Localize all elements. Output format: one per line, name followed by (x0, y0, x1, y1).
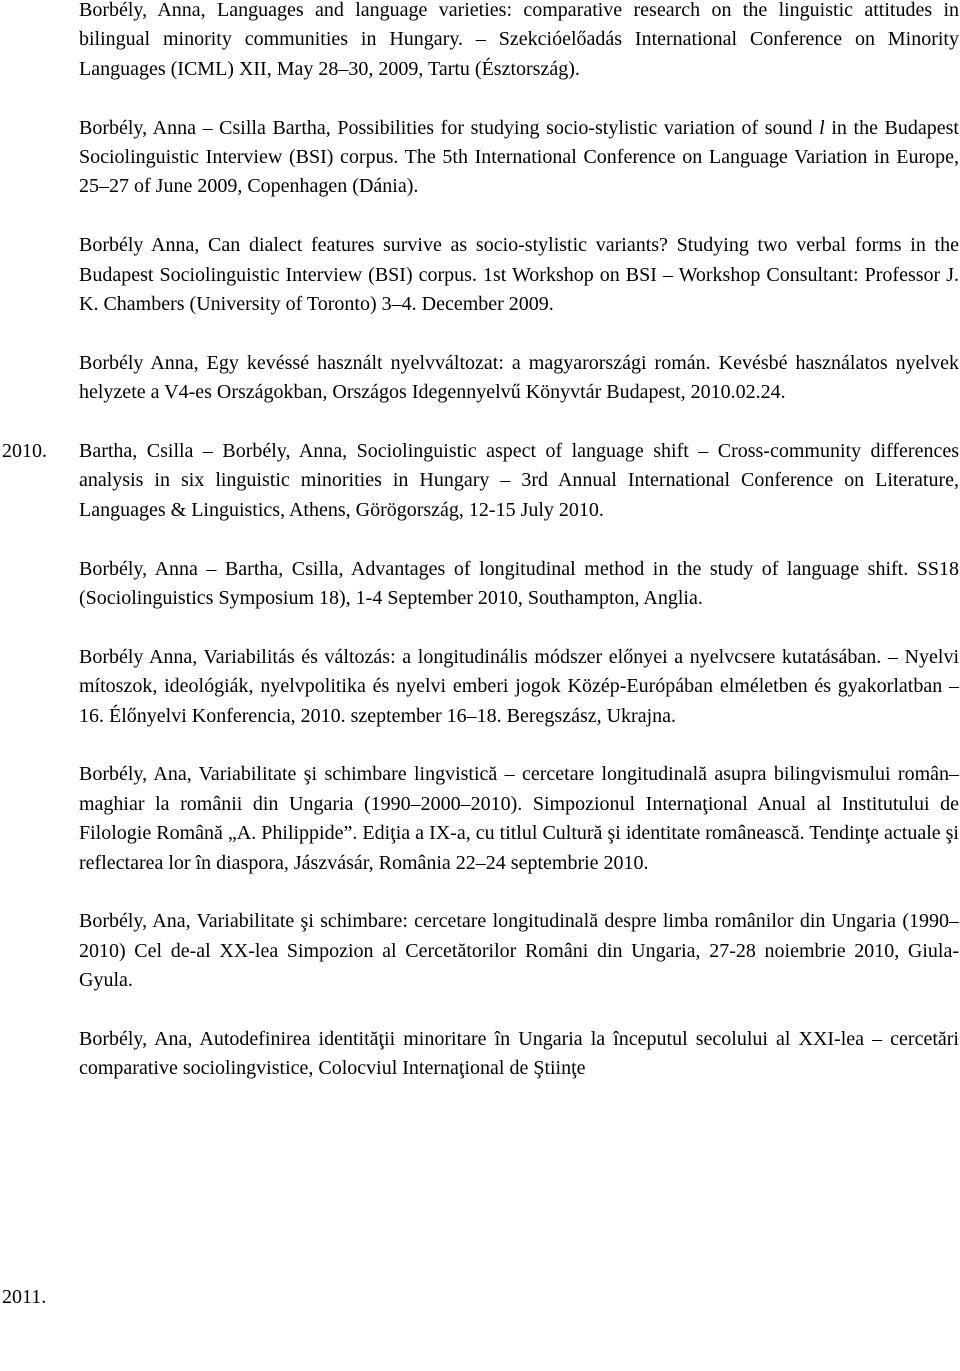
year-heading-2011: 2011. (2, 1286, 47, 1308)
year-heading-2010: 2010. (2, 440, 47, 462)
list-item: Borbély, Anna – Bartha, Csilla, Advantages of longitudinal method in the study of language shift. SS18 (Sociolinguistics Symposium 18), 1-4 September 2010, Southampton, Anglia. (79, 557, 959, 610)
list-item: Borbély, Ana, Variabilitate şi schimbare: cercetare longitudinală despre limba românilor din Ungaria (1990–2010) Cel de-al XX-lea Simpozion al Cercetătorilor Români din Ungaria, 27-28 noiembrie 2010, Giula-Gyula. (79, 910, 959, 992)
entry-text-after: in the Budapest Sociolinguistic Interview (BSI) corpus. The 5th International Conference on Language Variation in Europe, 25–27 of June 2009, Copenhagen (Dánia). (79, 116, 959, 198)
list-item (79, 114, 959, 202)
publication-list (79, 0, 959, 1113)
list-item: Borbély Anna, Can dialect features survive as socio-stylistic variants? Studying two verbal forms in the Budapest Sociolinguistic Interview (BSI) corpus. 1st Workshop on BSI – Workshop Consultant: Professor J. K. Chambers (University of Toronto) 3–4. December 2009. (79, 234, 959, 316)
list-item: Borbély, Ana, Autodefinirea identităţii minoritare în Ungaria la începutul secolului al XXI-lea – cercetări comparative sociolingvistice, Colocviul Internaţional de Ştiinţe (79, 1028, 959, 1080)
entry-text-before: Borbély, Anna – Csilla Bartha, Possibilities for studying socio-stylistic variation of sound (79, 116, 820, 139)
list-item: Borbély, Ana, Variabilitate şi schimbare lingvistică – cercetare longitudinală asupra bilingvismului român–maghiar la românii din Ungaria (1990–2000–2010). Simpozionul Internaţional Anual al Institutului de Filologie Română „A. Philippide”. Ediţia a IX-a, cu titlul Cultură şi identitate românească. Tendinţe actuale şi reflectarea lor în diaspora, Jászvásár, România 22–24 septembrie 2010. (79, 763, 959, 874)
list-item: Borbély, Anna, Languages and language varieties: comparative research on the linguistic attitudes in bilingual minority communities in Hungary. – Szekcióelőadás International Conference on Minority Languages (ICML) XII, May 28–30, 2009, Tartu (Észtország). (79, 0, 959, 80)
entry-text-italic: l (819, 116, 825, 139)
list-item: Borbély Anna, Variabilitás és változás: a longitudinális módszer előnyei a nyelvcsere kutatásában. – Nyelvi mítoszok, ideológiák, nyelvpolitika és nyelvi emberi jogok Közép-Európában elméletben és gyakorlatban – 16. Élőnyelvi Konferencia, 2010. szeptember 16–18. Beregszász, Ukrajna. (79, 645, 959, 727)
list-item: Bartha, Csilla – Borbély, Anna, Sociolinguistic aspect of language shift – Cross-community differences analysis in six linguistic minorities in Hungary – 3rd Annual International Conference on Literature, Languages & Linguistics, Athens, Görögország, 12-15 July 2010. (79, 440, 959, 521)
list-item: Borbély Anna, Egy kevéssé használt nyelvváltozat: a magyarországi román. Kevésbé használatos nyelvek helyzete a V4-es Országokban, Országos Idegennyelvű Könyvtár Budapest, 2010.02.24. (79, 351, 959, 404)
